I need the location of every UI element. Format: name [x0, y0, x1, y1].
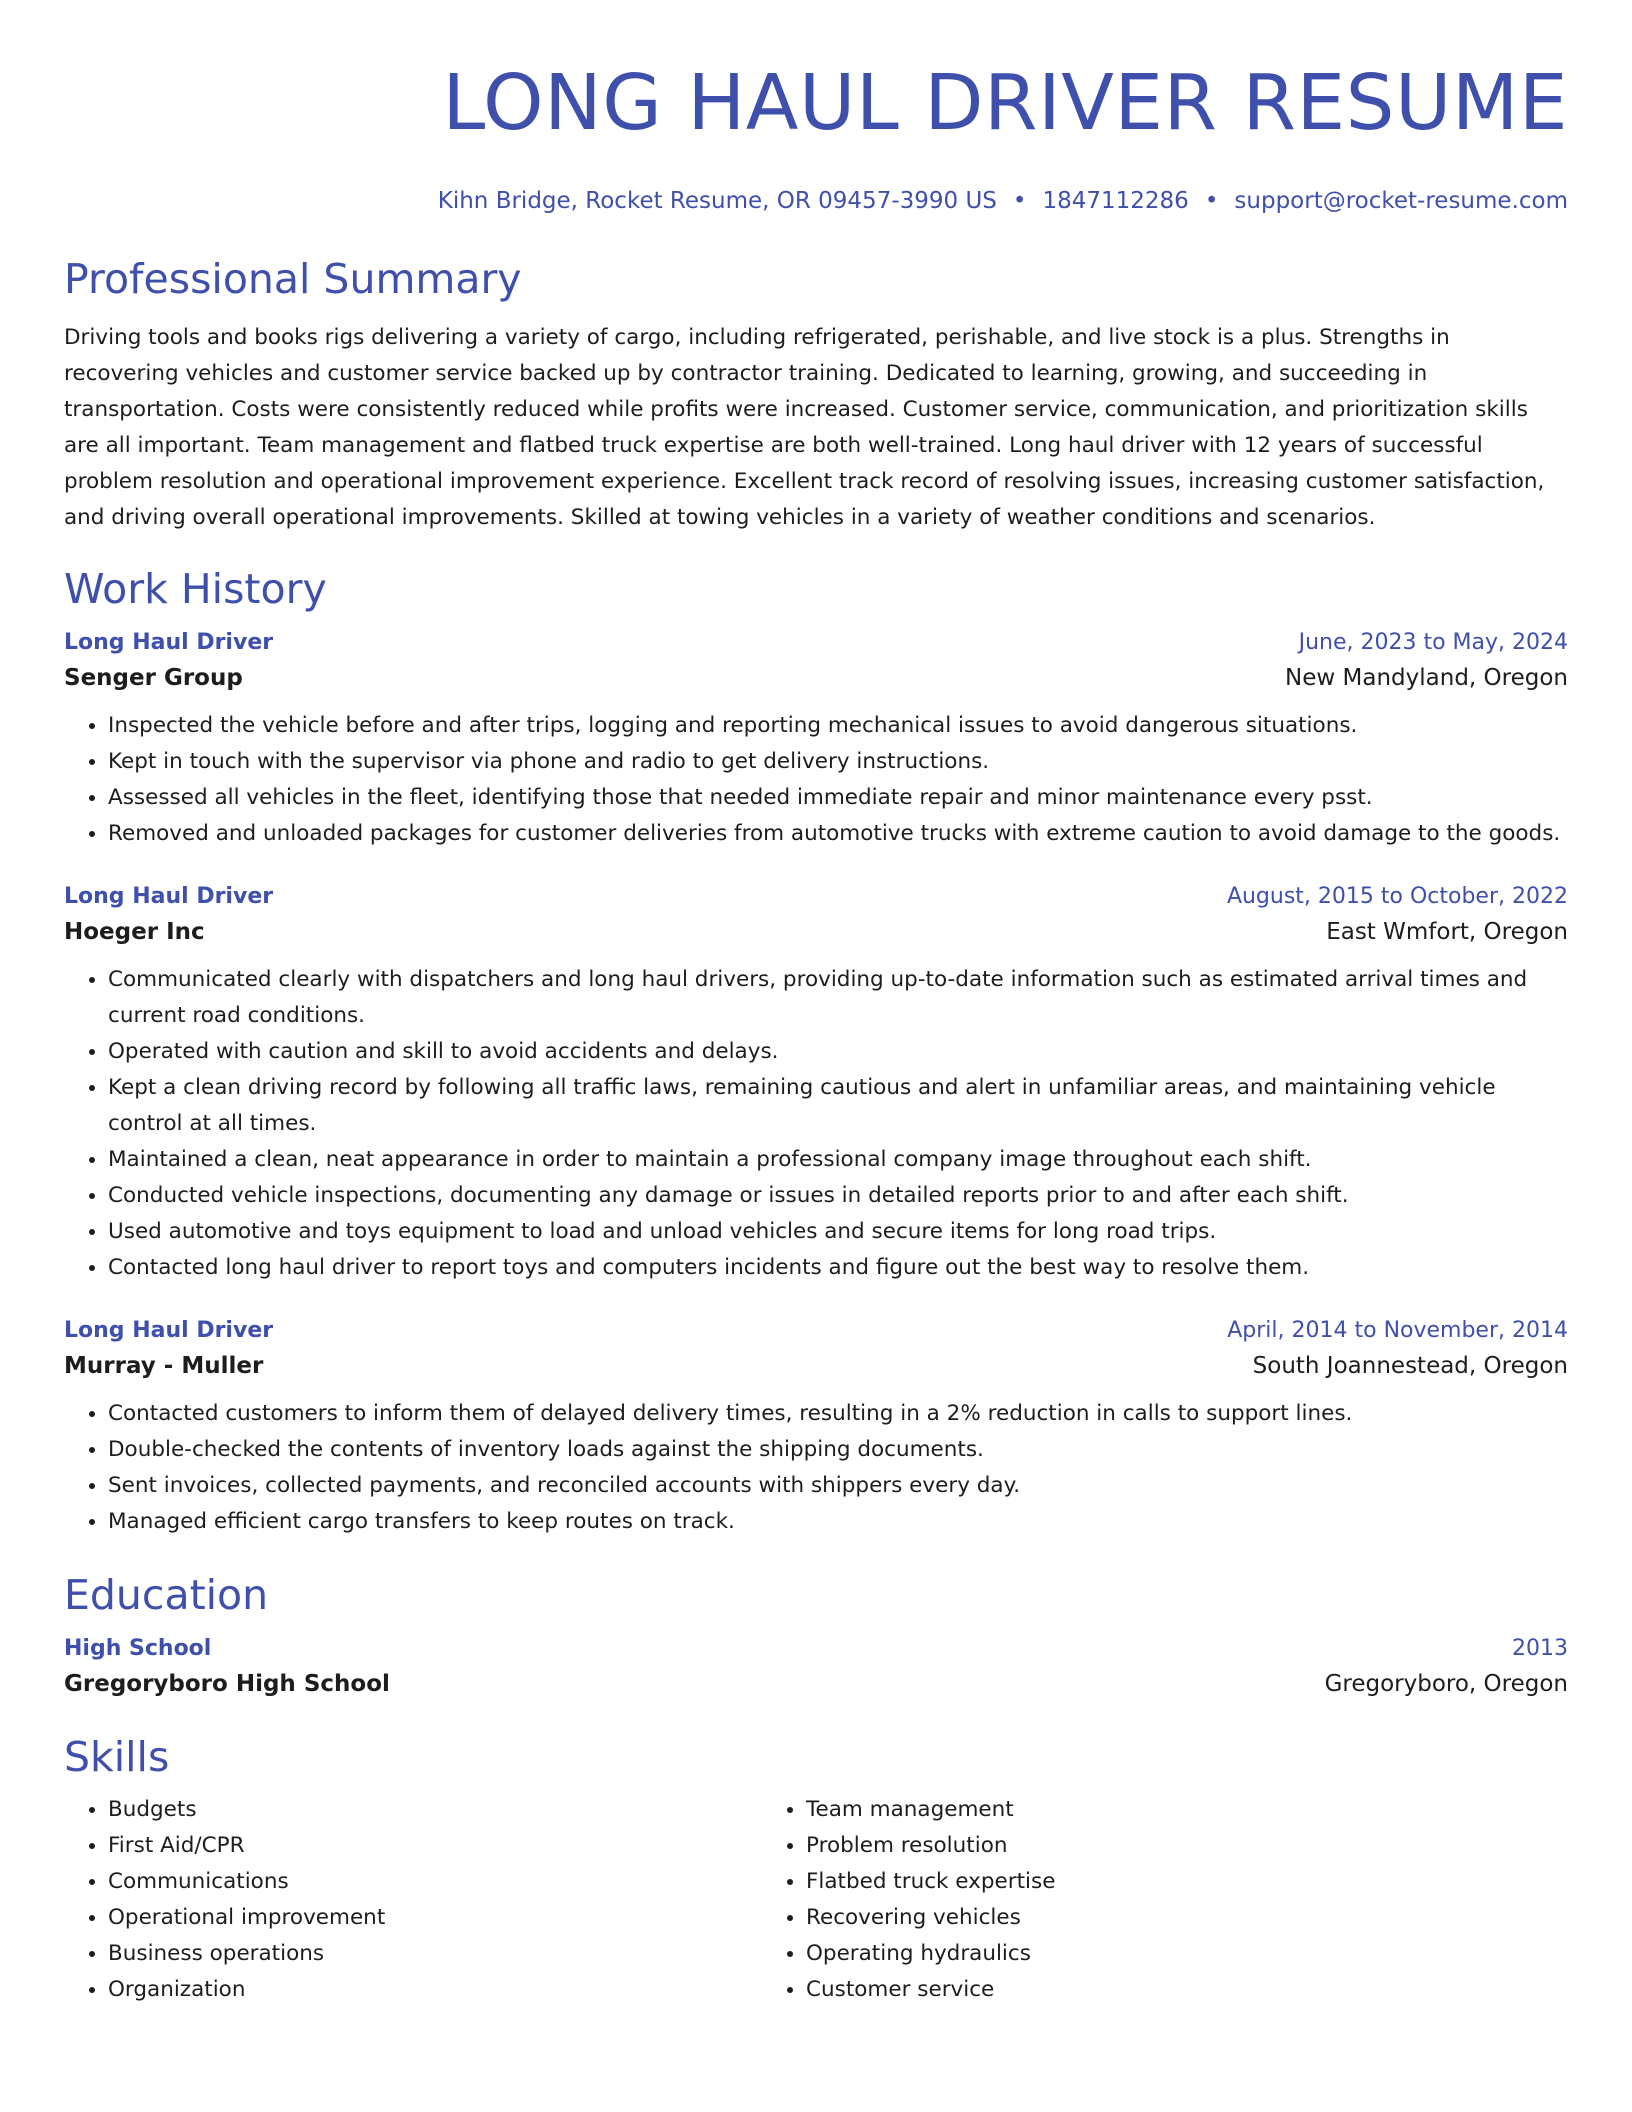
job-duty: • Double-checked the contents of inventory loads against the shipping documents.	[108, 1432, 1568, 1468]
employer-name: Hoeger Inc	[64, 919, 205, 945]
job-duty: • Kept in touch with the supervisor via phone and radio to get delivery instructions.	[108, 744, 1568, 780]
skill-item: • Operational improvement	[108, 1900, 762, 1936]
job-duty: • Conducted vehicle inspections, documenting any damage or issues in detailed reports prior to and after each shift.	[108, 1178, 1568, 1214]
summary-heading: Professional Summary	[64, 255, 522, 303]
job-location: New Mandyland, Oregon	[1285, 665, 1568, 691]
job-entry	[64, 628, 1568, 852]
education-degree: High School	[64, 1636, 212, 1661]
skill-item: • Communications	[108, 1864, 762, 1900]
job-entry	[64, 882, 1568, 1286]
school-location: Gregoryboro, Oregon	[1324, 1671, 1568, 1697]
education-entry	[64, 1634, 1568, 1704]
skill-item: • First Aid/CPR	[108, 1828, 762, 1864]
job-duties-list	[64, 1396, 1568, 1540]
skill-item: • Team management	[806, 1792, 1055, 1828]
job-title: Long Haul Driver	[64, 884, 274, 909]
education-heading: Education	[64, 1571, 269, 1619]
job-dates: August, 2015 to October, 2022	[1226, 884, 1568, 909]
work-history-heading: Work History	[64, 565, 327, 613]
contact-separator: •	[1012, 188, 1027, 214]
resume-title: LONG HAUL DRIVER RESUME	[442, 59, 1568, 148]
contact-address: Kihn Bridge, Rocket Resume, OR 09457-3990 US	[437, 188, 997, 214]
job-location: East Wmfort, Oregon	[1326, 919, 1568, 945]
skills-grid	[64, 1792, 1568, 2008]
skills-list-left	[64, 1792, 762, 2008]
job-duty: • Assessed all vehicles in the fleet, identifying those that needed immediate repair and minor maintenance every psst.	[108, 780, 1568, 816]
job-duty: • Kept a clean driving record by following all traffic laws, remaining cautious and alert in unfamiliar areas, and maintaining vehicle control at all times.	[108, 1070, 1568, 1142]
job-title: Long Haul Driver	[64, 1318, 274, 1343]
job-location: South Joannestead, Oregon	[1252, 1353, 1568, 1379]
contact-line	[64, 186, 1568, 216]
skill-item: • Customer service	[806, 1972, 1055, 2008]
job-duty: • Communicated clearly with dispatchers and long haul drivers, providing up-to-date information such as estimated arrival times and current road conditions.	[108, 962, 1568, 1034]
employer-name: Murray - Muller	[64, 1353, 264, 1379]
job-duty: • Sent invoices, collected payments, and reconciled accounts with shippers every day.	[108, 1468, 1568, 1504]
job-title: Long Haul Driver	[64, 630, 274, 655]
job-duty: • Maintained a clean, neat appearance in order to maintain a professional company image throughout each shift.	[108, 1142, 1568, 1178]
job-duty: • Contacted customers to inform them of delayed delivery times, resulting in a 2% reduction in calls to support lines.	[108, 1396, 1568, 1432]
skills-list-right	[762, 1792, 1055, 2008]
job-duties-list	[64, 962, 1568, 1286]
job-duty: • Managed efficient cargo transfers to keep routes on track.	[108, 1504, 1568, 1540]
employer-name: Senger Group	[64, 665, 243, 691]
job-dates: June, 2023 to May, 2024	[1298, 630, 1568, 655]
school-name: Gregoryboro High School	[64, 1671, 390, 1697]
summary-text: Driving tools and books rigs delivering a variety of cargo, including refrigerated, perishable, and live stock is a plus. Strengths in recovering vehicles and customer service backed up by contractor training. Dedicated to learning, growing, and succeeding in transportation. Costs were consistently reduced while profits were increased. Customer service, communication, and prioritization skills are all important. Team management and flatbed truck expertise are both well-trained. Long haul driver with 12 years of successful problem resolution and operational improvement experience. Excellent track record of resolving issues, increasing customer satisfaction, and driving overall operational improvements. Skilled at towing vehicles in a variety of weather conditions and scenarios.	[64, 325, 1545, 530]
skill-item: • Organization	[108, 1972, 762, 2008]
job-duty: • Used automotive and toys equipment to load and unload vehicles and secure items for long road trips.	[108, 1214, 1568, 1250]
skill-item: • Budgets	[108, 1792, 762, 1828]
job-duty: • Contacted long haul driver to report toys and computers incidents and figure out the best way to resolve them.	[108, 1250, 1568, 1286]
contact-email[interactable]: support@rocket-resume.com	[1234, 188, 1568, 214]
skill-item: • Recovering vehicles	[806, 1900, 1055, 1936]
job-duty: • Inspected the vehicle before and after trips, logging and reporting mechanical issues to avoid dangerous situations.	[108, 708, 1568, 744]
job-dates: April, 2014 to November, 2014	[1227, 1318, 1568, 1343]
contact-separator: •	[1204, 188, 1219, 214]
skill-item: • Business operations	[108, 1936, 762, 1972]
skill-item: • Problem resolution	[806, 1828, 1055, 1864]
job-duties-list	[64, 708, 1568, 852]
skill-item: • Operating hydraulics	[806, 1936, 1055, 1972]
contact-phone: 1847112286	[1042, 188, 1189, 214]
job-entry	[64, 1316, 1568, 1540]
job-duty: • Removed and unloaded packages for customer deliveries from automotive trucks with extreme caution to avoid damage to the goods.	[108, 816, 1568, 852]
skill-item: • Flatbed truck expertise	[806, 1864, 1055, 1900]
skills-heading: Skills	[64, 1733, 170, 1781]
education-year: 2013	[1512, 1636, 1568, 1661]
job-duty: • Operated with caution and skill to avoid accidents and delays.	[108, 1034, 1568, 1070]
